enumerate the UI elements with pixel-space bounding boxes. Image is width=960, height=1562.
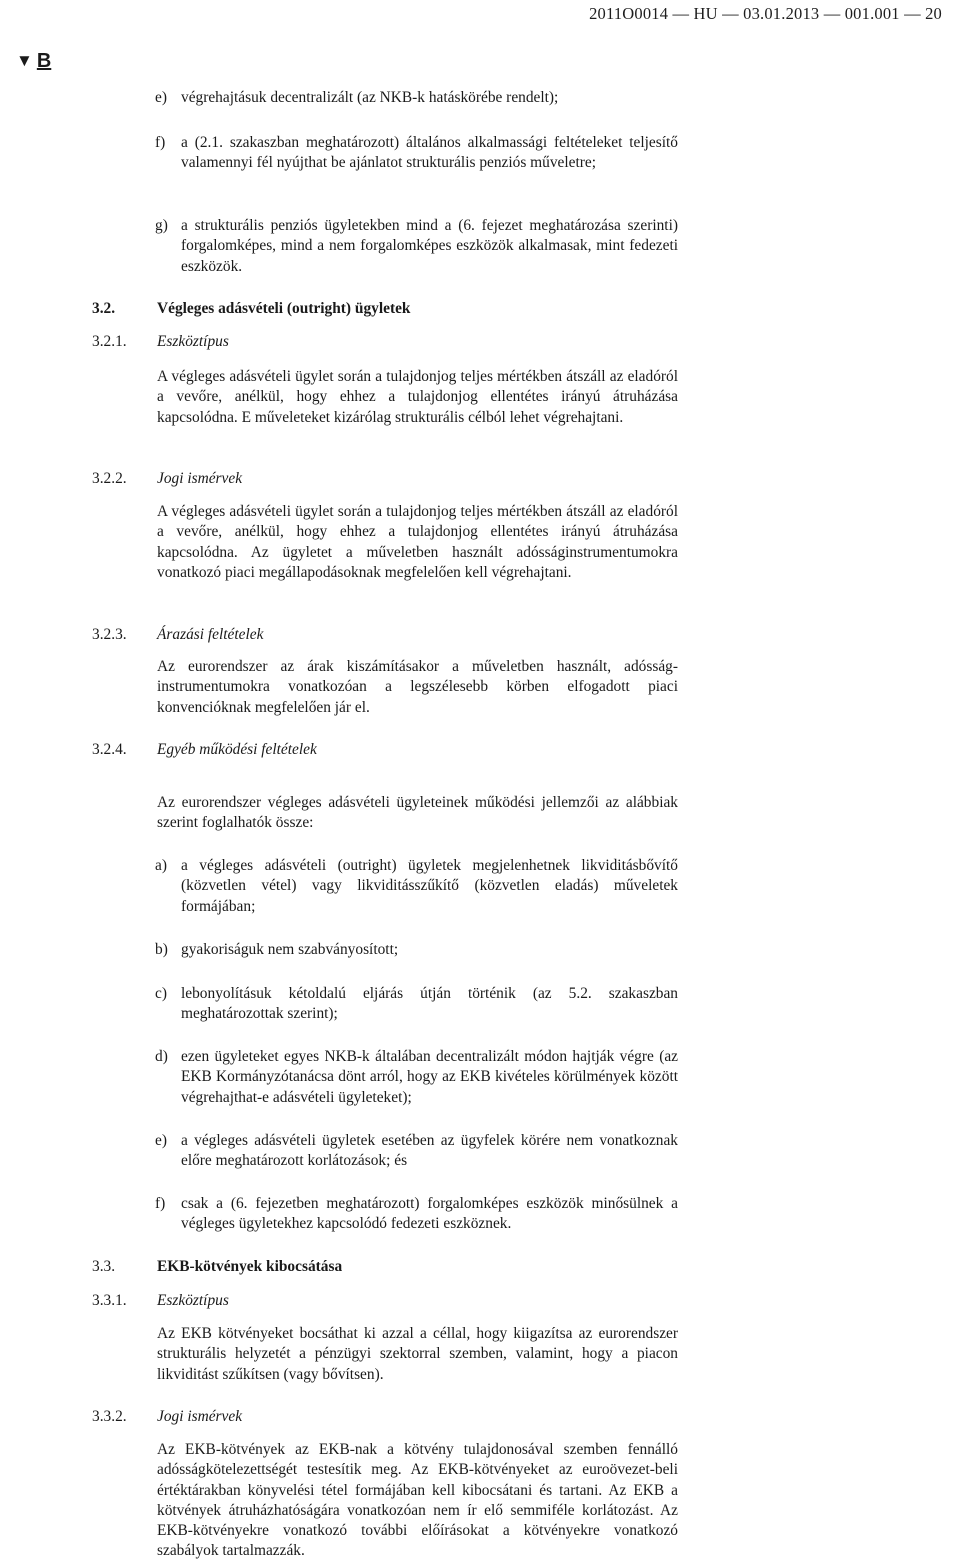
list-item xyxy=(155,940,678,960)
section-number: 3.3. xyxy=(92,1258,116,1275)
item-label: e) xyxy=(155,89,167,106)
paragraph: A végleges adásvételi ügylet során a tulajdonjog teljes mértékben átszáll az eladóról a vevőre, anélkül, hogy ehhez a tulajdonjog ellentétes irányú átruházása kapcsolódna. Az ügyletet a műveletben használt adósságinstrumentumokra vonatkozó piaci megállapodásoknak megfelelően kell végrehajtani. xyxy=(157,503,678,581)
item-label: b) xyxy=(155,941,168,958)
item-text: ezen ügyleteket egyes NKB-k általában decentralizált módon hajtják végre (az EKB Kormányzótanácsa dönt arról, hogy az EKB kivételes körülmények között végrehajthat-e adásvételi ügyleteket); xyxy=(181,1048,678,1106)
item-text: gyakoriságuk nem szabványosított; xyxy=(181,941,399,958)
list-item xyxy=(155,1194,678,1235)
triangle-down-icon: ▼ xyxy=(16,51,33,71)
subsection-number: 3.3.1. xyxy=(92,1292,127,1309)
item-label: g) xyxy=(155,217,168,234)
item-label: e) xyxy=(155,1132,167,1149)
section-number: 3.2. xyxy=(92,300,116,317)
list-item xyxy=(155,216,678,277)
list-item xyxy=(155,1131,678,1172)
subsection-title: Egyéb működési feltételek xyxy=(157,741,317,758)
item-text: a végleges adásvételi ügyletek esetében az ügyfelek körére nem vonatkoznak előre meghatározott korlátozások; és xyxy=(181,1132,678,1170)
subsection-title: Jogi ismérvek xyxy=(157,470,243,487)
subsection-number: 3.2.4. xyxy=(92,741,127,758)
subsection-title: Eszköztípus xyxy=(157,1292,229,1309)
subsection-number: 3.2.1. xyxy=(92,333,127,350)
item-text: lebonyolításuk kétoldalú eljárás útján történik (az 5.2. szakaszban meghatározottak szerint); xyxy=(181,985,678,1023)
section-title: Végleges adásvételi (outright) ügyletek xyxy=(157,300,411,317)
list-item xyxy=(155,133,678,174)
item-label: d) xyxy=(155,1048,168,1065)
item-label: f) xyxy=(155,1195,166,1212)
subsection-number: 3.2.3. xyxy=(92,626,127,643)
amendment-marker xyxy=(16,51,51,71)
list-item xyxy=(155,856,678,917)
item-label: a) xyxy=(155,857,167,874)
document-header: 2011O0014 — HU — 03.01.2013 — 001.001 — 20 xyxy=(589,4,942,23)
subsection-number: 3.3.2. xyxy=(92,1408,127,1425)
list-item xyxy=(155,984,678,1025)
paragraph: Az EKB-kötvények az EKB-nak a kötvény tulajdonosával szemben fennálló adósságkötelezettségét testesítik meg. Az EKB-kötvényeket az euroövezet-beli értéktárakban könyvelési tétel formájában kell kibocsátani és tartani. Az EKB a kötvények átruházhatóságára vonatkozóan nem ír elő semmiféle korlátozást. Az EKB-kötvényekre vonatkozó további előírásokat a kötvényekre vonatkozó szabályok tartalmazzák. xyxy=(157,1441,678,1560)
list-item xyxy=(155,1047,678,1108)
section-title: EKB-kötvények kibocsátása xyxy=(157,1258,343,1275)
marker-label: B xyxy=(36,50,52,72)
paragraph: Az EKB kötvényeket bocsáthat ki azzal a céllal, hogy kiigazítsa az eurorendszer strukturális helyzetét a pénzügyi szektorral szemben, valamint, hogy a piacon likviditást szűkítsen (vagy bővítsen). xyxy=(157,1325,678,1383)
paragraph: A végleges adásvételi ügylet során a tulajdonjog teljes mértékben átszáll az eladóról a vevőre, anélkül, hogy ehhez a tulajdonjog ellentétes irányú átruházása kapcsolódna. E műveleteket kizárólag strukturális célból lehet végrehajtani. xyxy=(157,368,678,426)
item-text: a végleges adásvételi (outright) ügyletek megjelenhetnek likviditásbővítő (közvetlen vétel) vagy likviditásszűkítő (közvetlen eladás) műveletek formájában; xyxy=(181,857,678,915)
paragraph: Az eurorendszer végleges adásvételi ügyleteinek működési jellemzői az alábbiak szerint foglalhatók össze: xyxy=(157,794,678,832)
item-text: csak a (6. fejezetben meghatározott) forgalomképes eszközök minősülnek a végleges ügyletekhez kapcsolódó fedezeti eszköznek. xyxy=(181,1195,678,1233)
item-text: a strukturális penziós ügyletekben mind a (6. fejezet meghatározása szerinti) forgalomképes, mind a nem forgalomképes eszközök alkalmasak, mint fedezeti eszközök. xyxy=(181,217,678,275)
subsection-title: Árazási feltételek xyxy=(157,626,264,643)
subsection-title: Eszköztípus xyxy=(157,333,229,350)
item-label: c) xyxy=(155,985,167,1002)
item-label: f) xyxy=(155,134,166,151)
subsection-number: 3.2.2. xyxy=(92,470,127,487)
paragraph: Az eurorendszer az árak kiszámításakor a műveletben használt, adósság-instrumentumokra vonatkozóan a legszélesebb körben elfogadott piaci konvencióknak megfelelően jár el. xyxy=(157,658,678,716)
list-item xyxy=(155,88,678,108)
item-text: végrehajtásuk decentralizált (az NKB-k hatáskörébe rendelt); xyxy=(181,89,559,106)
item-text: a (2.1. szakaszban meghatározott) általános alkalmassági feltételeket teljesítő valamennyi fél nyújthat be ajánlatot strukturális penziós műveletre; xyxy=(181,134,678,172)
subsection-title: Jogi ismérvek xyxy=(157,1408,243,1425)
